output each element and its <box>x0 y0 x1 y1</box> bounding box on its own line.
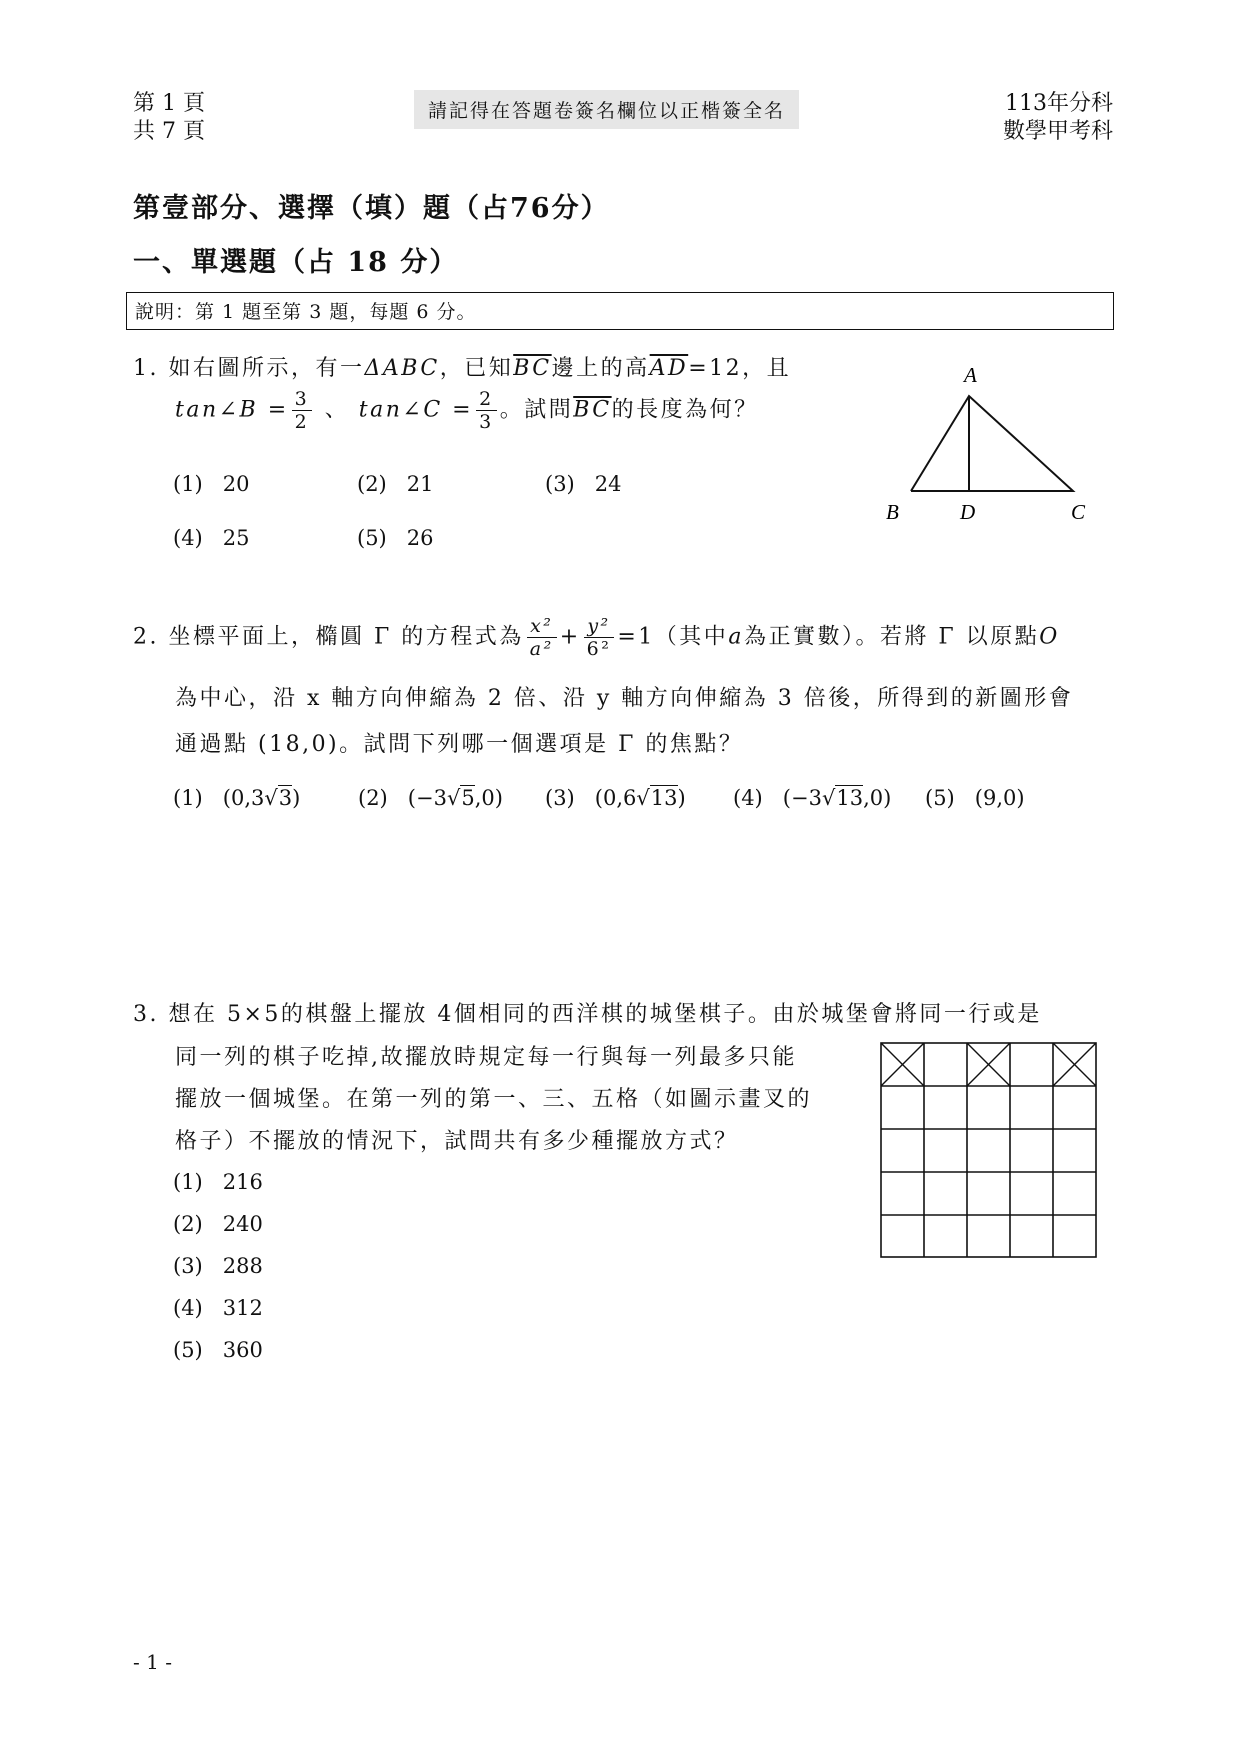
q1-text: 。試問 <box>499 397 574 423</box>
q2-line-1 <box>133 615 1060 660</box>
vertex-label-b: B <box>886 500 899 524</box>
vertex-label-d: D <box>960 500 976 524</box>
q1-segment-ad: $\overline{AD}$ <box>649 356 689 381</box>
q1-tanc-label: tan∠C = <box>358 397 474 423</box>
q1-text: 的長度為何？ <box>611 397 759 423</box>
section-title: 一、單選題（占 18 分） <box>133 247 459 278</box>
option-radicand: 3 <box>278 786 293 810</box>
fraction-numerator: y² <box>584 615 615 638</box>
option-value: ) <box>292 786 301 810</box>
option-value: 20 <box>222 472 250 496</box>
page-line-1: 第 1 頁 <box>133 91 205 116</box>
fraction-denominator: a² <box>529 638 554 660</box>
q3-line-4: 格子）不擺放的情況下，試問共有多少種擺放方式？ <box>175 1129 739 1154</box>
option-value: 26 <box>406 526 434 550</box>
q1-option-5[interactable] <box>357 526 434 550</box>
fraction-denominator: 3 <box>479 411 494 433</box>
option-radicand: 5 <box>461 786 475 810</box>
chessboard-figure <box>880 1042 1100 1260</box>
option-label: (5) <box>173 1338 203 1362</box>
q1-text: =12，且 <box>688 356 792 381</box>
option-value: (−3 <box>782 786 822 810</box>
vertex-label-c: C <box>1071 500 1086 524</box>
option-value: (0,6 <box>594 786 637 810</box>
option-value: 288 <box>222 1254 263 1278</box>
option-value: (−3 <box>407 786 447 810</box>
option-label: (3) <box>173 1254 203 1278</box>
part-title: 第壹部分、選擇（填）題（占76分） <box>133 193 610 224</box>
option-label: (5) <box>925 786 955 810</box>
signature-notice: 請記得在答題卷簽名欄位以正楷簽全名 <box>414 90 799 129</box>
option-value: 216 <box>222 1170 263 1194</box>
q1-segment-bc: $\overline{BC}$ <box>513 356 552 381</box>
fraction-numerator: 2 <box>476 388 497 411</box>
exam-title-line-2: 數學甲考科 <box>1002 119 1113 144</box>
q3-option-1[interactable] <box>173 1170 263 1194</box>
option-value: ,0) <box>474 786 503 810</box>
q2-option-5[interactable] <box>925 786 1025 810</box>
option-value: 360 <box>222 1338 263 1362</box>
option-value: ) <box>677 786 686 810</box>
option-label: (1) <box>173 472 203 496</box>
q2-text: 坐標平面上，橢圓 Γ 的方程式為 <box>168 624 524 650</box>
q2-var-a: a <box>728 624 744 650</box>
q1-separator: 、 <box>324 397 350 423</box>
exam-title <box>1003 90 1113 146</box>
q2-option-4[interactable]: (4) (−3√13,0) <box>733 786 892 810</box>
q2-origin: O <box>1039 624 1060 650</box>
exam-title-line-1: 113年分科 <box>1005 91 1113 116</box>
q1-option-1[interactable] <box>173 472 250 496</box>
option-label: (3) <box>545 786 575 810</box>
option-label: (1) <box>173 1170 203 1194</box>
q3-option-5[interactable] <box>173 1338 263 1362</box>
q1-line-2 <box>175 388 759 433</box>
option-label: (4) <box>173 1296 203 1320</box>
q3-option-2[interactable] <box>173 1212 263 1236</box>
option-label: (5) <box>357 526 387 550</box>
q2-text: 為正實數）。若將 Γ 以原點 <box>743 624 1040 650</box>
option-value: 24 <box>594 472 622 496</box>
q1-segment-bc: $\overline{BC}$ <box>573 397 612 423</box>
q3-option-4[interactable] <box>173 1296 263 1320</box>
fraction-denominator: 2 <box>294 411 310 433</box>
q2-text: =1（其中 <box>617 624 729 650</box>
option-label: (2) <box>357 472 387 496</box>
q1-line-1 <box>133 354 791 384</box>
vertex-label-a: A <box>964 363 977 387</box>
option-value: (9,0) <box>974 786 1025 810</box>
option-radicand: 13 <box>650 786 678 810</box>
cross-mark-cell-3 <box>967 1043 1010 1086</box>
q3-line-1 <box>133 1000 1042 1030</box>
q2-option-2[interactable]: (2) (−3√5,0) <box>358 786 503 810</box>
option-value: 25 <box>222 526 250 550</box>
q1-tanb-fraction <box>292 388 313 433</box>
instruction-box: 說明：第 1 題至第 3 題，每題 6 分。 <box>126 292 1114 330</box>
q1-option-2[interactable] <box>357 472 434 496</box>
q2-line-2: 為中心，沿 x 軸方向伸縮為 2 倍、沿 y 軸方向伸縮為 3 倍後，所得到的新圖形會 <box>175 686 1074 711</box>
triangle-abc <box>911 396 1073 491</box>
page-footer: - 1 - <box>133 1650 172 1674</box>
page-number <box>133 90 205 146</box>
q1-option-3[interactable] <box>545 472 622 496</box>
cross-mark-cell-5 <box>1053 1043 1096 1086</box>
option-value: 312 <box>222 1296 263 1320</box>
q1-tanb-label: tan∠B = <box>175 397 289 423</box>
q2-fraction-y <box>584 615 615 660</box>
q1-triangle: ΔABC <box>364 356 440 381</box>
q3-line-3: 擺放一個城堡。在第一列的第一、三、五格（如圖示畫叉的 <box>175 1087 813 1112</box>
option-radicand: 13 <box>836 786 864 810</box>
q1-text: ，已知 <box>439 356 514 381</box>
page-line-2: 共 7 頁 <box>133 119 205 144</box>
q3-text: 想在 5×5的棋盤上擺放 4個相同的西洋棋的城堡棋子。由於城堡會將同一行或是 <box>168 1002 1042 1027</box>
q2-plus: + <box>559 624 581 650</box>
option-value: ,0) <box>863 786 892 810</box>
option-label: (1) <box>173 786 203 810</box>
q3-number: 3. <box>133 1002 159 1027</box>
option-label: (2) <box>173 1212 203 1236</box>
q2-option-1[interactable]: (1) (0,3√3) <box>173 786 301 810</box>
q2-number: 2. <box>133 624 159 650</box>
q2-fraction-x <box>527 615 557 660</box>
q2-option-3[interactable]: (3) (0,6√13) <box>545 786 686 810</box>
option-label: (2) <box>358 786 388 810</box>
triangle-figure <box>880 360 1100 530</box>
option-value: (0,3 <box>222 786 265 810</box>
option-label: (4) <box>173 526 203 550</box>
q1-text: 如右圖所示，有一 <box>168 356 365 381</box>
fraction-numerator: x² <box>527 615 557 638</box>
q1-number: 1. <box>133 356 159 381</box>
fraction-denominator: 6² <box>586 638 612 660</box>
option-label: (4) <box>733 786 763 810</box>
q1-text: 邊上的高 <box>551 356 650 381</box>
fraction-numerator: 3 <box>292 388 313 411</box>
q1-tanc-fraction <box>476 388 497 433</box>
q3-option-3[interactable] <box>173 1254 263 1278</box>
q3-line-2: 同一列的棋子吃掉,故擺放時規定每一行與每一列最多只能 <box>175 1045 797 1070</box>
cross-mark-cell-1 <box>881 1043 924 1086</box>
q2-line-3: 通過點 (18,0)。試問下列哪一個選項是 Γ 的焦點？ <box>175 732 744 757</box>
option-value: 21 <box>406 472 434 496</box>
option-value: 240 <box>222 1212 263 1236</box>
option-label: (3) <box>545 472 575 496</box>
q1-option-4[interactable] <box>173 526 250 550</box>
